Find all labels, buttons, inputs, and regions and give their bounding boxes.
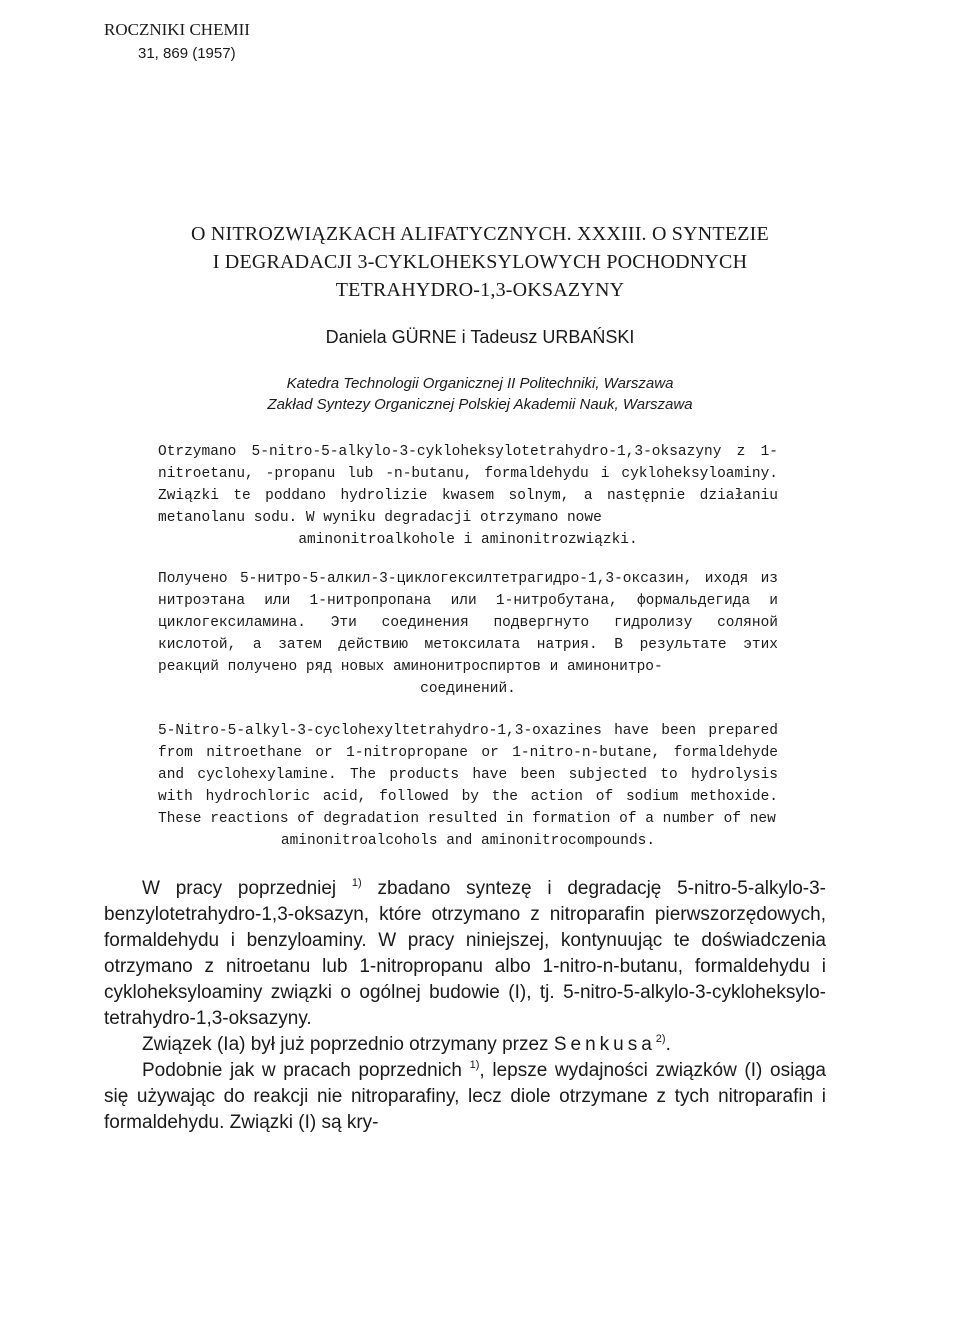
article-title bbox=[60, 220, 900, 304]
journal-name: ROCZNIKI CHEMII bbox=[104, 20, 250, 39]
paragraph-3-rest: , lepsze wydajności związków (I) osiąga się używając do reakcji nie nitroparafiny, lecz diole otrzymane z tych nitroparafin i formaldehydu. Związki (I) są kry- bbox=[104, 1060, 826, 1133]
paragraph-3-start: Podobnie jak w pracach poprzednich bbox=[142, 1060, 470, 1081]
abstract-english-text: 5-Nitro-5-alkyl-3-cyclohexyltetrahydro-1,3-oxazines have been prepared from nitroethane or 1-nitropropane or 1-nitro-n-butane, formaldehyde and cyclohexylamine. The products have been subjected to hydrolysis with hydrochloric acid, followed by the action of sodium methoxide. These reactions of degradation resulted in formation of a number of new bbox=[158, 723, 778, 827]
abstract-polish bbox=[158, 441, 778, 551]
affiliation-1: Katedra Technologii Organicznej II Politechniki, Warszawa bbox=[286, 375, 674, 392]
paragraph-1-rest: zbadano syntezę i degradację 5-nitro-5-alkylo-3-benzylotetrahydro-1,3-oksazyn, które otrzymano z nitroparafin pierwszorzędowych, formaldehydu i benzyloaminy. W pracy niniejszej, kontynuując te doświadczenia otrzymano z nitroetanu lub 1-nitropropanu albo 1-nitro-n-butanu, formaldehydu i cykloheksyloaminy związki o ogólnej budowie (I), tj. 5-nitro-5-alkylo-3-cykloheksylo-tetrahydro-1,3-oksazyny. bbox=[104, 878, 827, 1029]
abstract-russian-last-line: соединений. bbox=[420, 681, 516, 697]
abstract-polish-text: Otrzymano 5-nitro-5-alkylo-3-cykloheksylotetrahydro-1,3-oksazyny z 1-nitroetanu, -propanu lub -n-butanu, formaldehydu i cykloheksyloaminy. Związki te poddano hydrolizie kwasem solnym, a następnie działaniu metanolanu sodu. W wyniku degradacji otrzymano nowe bbox=[158, 444, 778, 526]
abstract-english bbox=[158, 720, 778, 852]
paragraph-2-start: Związek (Ia) był już poprzednio otrzymany przez bbox=[142, 1034, 554, 1055]
affiliation-2: Zakład Syntezy Organicznej Polskiej Akademii Nauk, Warszawa bbox=[267, 396, 693, 413]
authors: Daniela GÜRNE i Tadeusz URBAŃSKI bbox=[325, 327, 635, 347]
author-senkus: Senkusa bbox=[553, 1034, 656, 1055]
abstract-russian-text: Получено 5-нитро-5-алкил-3-циклогексилтетрагидро-1,3-оксазин, иходя из нитроэтана или 1-нитропропана или 1-нитробутана, формальдегида и циклогексиламина. Эти соединения подвергнуто гидролизу соляной кислотой, а затем действию метоксилата натрия. В результате этих реакций получено ряд новых аминонитроспиртов и аминонитро- bbox=[158, 571, 778, 675]
paragraph-1-start: W pracy poprzedniej bbox=[142, 878, 352, 899]
paragraph-2 bbox=[104, 1032, 826, 1058]
affiliations bbox=[60, 373, 900, 415]
reference-1-again: 1) bbox=[469, 1059, 480, 1071]
abstract-russian bbox=[158, 568, 778, 700]
abstract-polish-last-line: aminonitroalkohole i aminonitrozwiązki. bbox=[298, 532, 638, 548]
journal-header bbox=[104, 18, 250, 66]
title-line-1: O NITROZWIĄZKACH ALIFATYCZNYCH. XXXIII. O SYNTEZIE bbox=[191, 223, 769, 245]
abstract-english-last-line: aminonitroalcohols and aminonitrocompounds. bbox=[280, 833, 656, 849]
paragraph-3 bbox=[104, 1058, 826, 1136]
title-line-2: I DEGRADACJI 3-CYKLOHEKSYLOWYCH POCHODNYCH bbox=[212, 251, 748, 273]
journal-volume: 31, 869 (1957) bbox=[138, 45, 236, 62]
reference-2: 2) bbox=[655, 1033, 666, 1045]
reference-1: 1) bbox=[351, 877, 362, 889]
paragraph-1 bbox=[104, 876, 826, 1032]
title-line-3: TETRAHYDRO-1,3-OKSAZYNY bbox=[335, 279, 625, 301]
body-text bbox=[104, 876, 826, 1136]
paragraph-2-end: . bbox=[665, 1034, 671, 1055]
